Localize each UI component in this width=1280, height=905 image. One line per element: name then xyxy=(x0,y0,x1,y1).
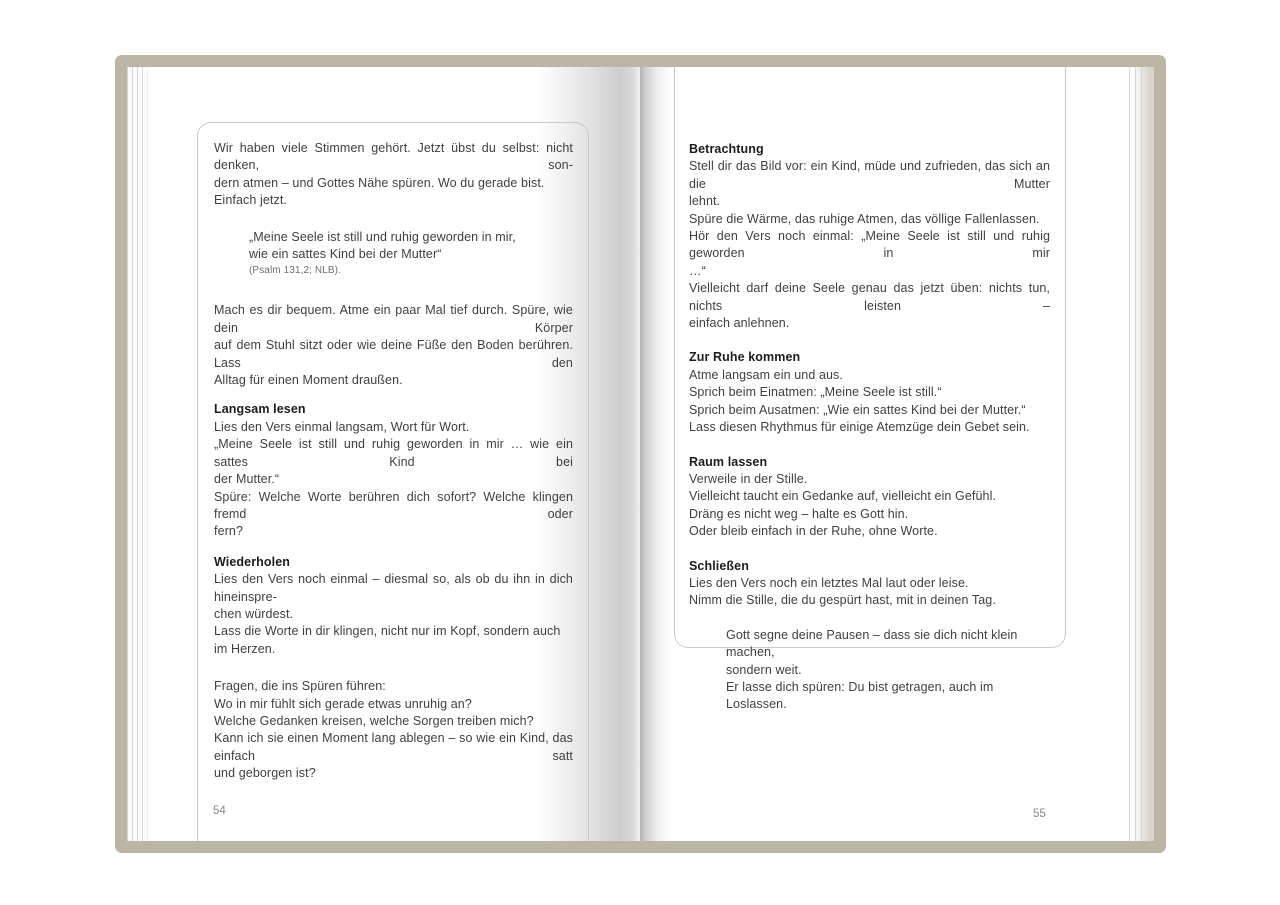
text-frame-left xyxy=(197,122,589,841)
text-line: Sprich beim Einatmen: „Meine Seele ist still.“ xyxy=(689,385,942,400)
text-line: Alltag für einen Moment draußen. xyxy=(214,373,403,388)
page-stack-edge-right xyxy=(1127,67,1154,841)
section-wiederholen xyxy=(214,554,573,658)
text-line: Lass diesen Rhythmus für einige Atemzüge dein Gebet sein. xyxy=(689,420,1030,435)
section-heading: Betrachtung xyxy=(689,142,764,156)
text-line: Gott segne deine Pausen – dass sie dich nicht klein machen, xyxy=(726,627,1018,660)
text-line: Hör den Vers noch einmal: „Meine Seele ist still und ruhig geworden in mir xyxy=(689,229,1050,261)
psalm-reference: (Psalm 131,2; NLB). xyxy=(249,265,341,277)
book-spread xyxy=(127,67,1154,841)
text-line: Wo in mir fühlt sich gerade etwas unruhig an? xyxy=(214,696,472,711)
text-line: Lies den Vers noch einmal – diesmal so, als ob du ihn in dich hineinspre- xyxy=(214,572,573,604)
section-heading: Raum lassen xyxy=(689,454,768,469)
section-heading: Zur Ruhe kommen xyxy=(689,350,801,365)
text-line: Er lasse dich spüren: Du bist getragen, auch im Loslassen. xyxy=(726,679,994,712)
quote-line: „Meine Seele ist still und ruhig geworden in mir, xyxy=(249,229,516,244)
text-line: Mach es dir bequem. Atme ein paar Mal tief durch. Spüre, wie dein Körper xyxy=(214,303,573,335)
text-line: Kann ich sie einen Moment lang ablegen – so wie ein Kind, das einfach satt xyxy=(214,731,573,763)
section-schliessen xyxy=(689,558,1050,610)
text-line: …“ xyxy=(689,263,706,278)
text-line: Atme langsam ein und aus. xyxy=(689,367,843,382)
fragen-paragraph xyxy=(214,678,573,782)
section-heading: Schließen xyxy=(689,558,749,573)
text-line: Welche Gedanken kreisen, welche Sorgen treiben mich? xyxy=(214,713,534,728)
page-stack-edge-left xyxy=(127,67,152,841)
right-page xyxy=(640,67,1154,841)
text-line: der Mutter.“ xyxy=(214,472,280,487)
text-line: Stell dir das Bild vor: ein Kind, müde und zufrieden, das sich an die Mutter xyxy=(689,159,1050,191)
left-page xyxy=(127,67,640,841)
psalm-quote xyxy=(249,229,573,279)
text-line: lehnt. xyxy=(689,194,721,209)
text-line: chen würdest. xyxy=(214,606,294,621)
text-line: Lass die Worte in dir klingen, nicht nur im Kopf, sondern auch im Herzen. xyxy=(214,624,561,656)
text-line: Vielleicht taucht ein Gedanke auf, vielleicht ein Gefühl. xyxy=(689,489,997,504)
text-line: „Meine Seele ist still und ruhig geworden in mir … wie ein sattes Kind bei xyxy=(214,437,573,469)
text-line: fern? xyxy=(214,524,243,539)
quote-line: wie ein sattes Kind bei der Mutter“ xyxy=(249,247,442,262)
book-cover xyxy=(115,55,1166,853)
text-line: Dräng es nicht weg – halte es Gott hin. xyxy=(689,506,909,521)
text-line: dern atmen – und Gottes Nähe spüren. Wo du gerade bist. Einfach jetzt. xyxy=(214,175,545,208)
text-line: einfach anlehnen. xyxy=(689,316,790,331)
page-number-right: 55 xyxy=(1033,808,1046,820)
section-heading: Langsam lesen xyxy=(214,402,306,417)
section-langsam-lesen xyxy=(214,401,573,540)
text-line: Fragen, die ins Spüren führen: xyxy=(214,679,386,694)
text-line: Vielleicht darf deine Seele genau das jetzt üben: nichts tun, nichts leisten – xyxy=(689,281,1050,313)
text-line: Lies den Vers noch ein letztes Mal laut oder leise. xyxy=(689,575,969,590)
text-line: Nimm die Stille, die du gespürt hast, mit in deinen Tag. xyxy=(689,593,996,608)
text-line: Sprich beim Ausatmen: „Wie ein sattes Kind bei der Mutter.“ xyxy=(689,402,1026,417)
section-betrachtung xyxy=(689,141,1050,332)
text-line: Wir haben viele Stimmen gehört. Jetzt übst du selbst: nicht denken, son- xyxy=(214,141,573,173)
section-raum-lassen xyxy=(689,454,1050,541)
text-line: Spüre: Welche Worte berühren dich sofort? Welche klingen fremd oder xyxy=(214,489,573,521)
section-heading: Wiederholen xyxy=(214,554,290,569)
page-number-left: 54 xyxy=(213,805,226,817)
intro-paragraph xyxy=(214,140,573,210)
section-zur-ruhe-kommen xyxy=(689,349,1050,436)
text-line: auf dem Stuhl sitzt oder wie deine Füße den Boden berühren. Lass den xyxy=(214,338,573,370)
blessing-paragraph xyxy=(726,627,1050,714)
text-frame-right xyxy=(674,67,1066,712)
text-line: und geborgen ist? xyxy=(214,766,316,781)
text-line: Spüre die Wärme, das ruhige Atmen, das völlige Fallenlassen. xyxy=(689,211,1040,226)
text-line: Oder bleib einfach in der Ruhe, ohne Worte. xyxy=(689,524,938,539)
text-line: sondern weit. xyxy=(726,662,802,677)
text-line: Lies den Vers einmal langsam, Wort für Wort. xyxy=(214,419,470,434)
settle-paragraph xyxy=(214,302,573,389)
text-line: Verweile in der Stille. xyxy=(689,471,808,486)
